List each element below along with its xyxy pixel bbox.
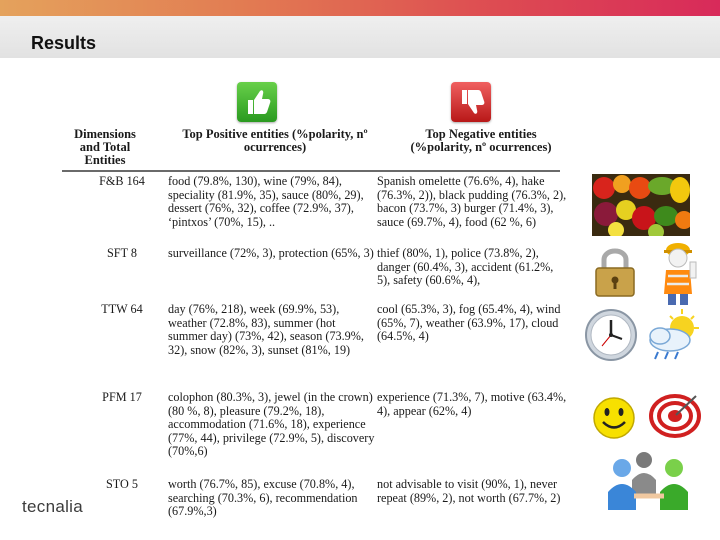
header-positive: Top Positive entities (%polarity, nº ocurrences) <box>182 127 368 154</box>
row-pfm-negative: experience (71.3%, 7), motive (63.4%, 4), appear (62%, 4) <box>377 390 567 418</box>
fruits-vegetables-icon <box>592 174 690 236</box>
row-sft-positive: surveillance (72%, 3), protection (65%, 3) <box>168 246 374 260</box>
thumbs-up-icon <box>237 82 277 122</box>
row-ttw-dimension: TTW 64 <box>101 302 143 316</box>
thumbs-down-icon <box>451 82 491 122</box>
construction-worker-icon <box>654 240 706 306</box>
header-negative: Top Negative entities (%polarity, nº ocurrences) <box>410 127 552 154</box>
row-fb-dimension: F&B 164 <box>99 174 145 188</box>
padlock-icon <box>586 244 646 300</box>
row-fb-negative: Spanish omelette (76.6%, 4), hake (76.3%, 2)), black pudding (76.3%, 2), bacon (73.7%, 3) burger (71.4%, 3), sauce (69.7%, 4), food (62 %, 6) <box>377 174 567 229</box>
header-divider <box>62 170 560 172</box>
row-sft-negative: thief (80%, 1), police (73.8%, 2), danger (60.4%, 3), accident (61.2%, 5), safety (60.6%, 4), <box>377 246 554 288</box>
row-pfm-positive: colophon (80.3%, 3), jewel (in the crown) (80 %, 8), pleasure (79.2%, 18), accommodation (71.6%, 18), experience (77%, 44), privilege (72.9%, 5), discovery (70%,6) <box>168 390 375 459</box>
slide-title: Results <box>31 33 97 53</box>
row-sto-negative: not advisable to visit (90%, 1), never repeat (89%, 2), not worth (67.7%, 2) <box>377 477 561 505</box>
top-accent-bar <box>0 0 720 16</box>
row-sft-dimension: SFT 8 <box>107 246 137 260</box>
clock-icon <box>584 308 638 362</box>
smiley-icon <box>592 396 636 440</box>
title-band <box>0 16 720 58</box>
target-icon <box>646 390 704 440</box>
row-ttw-negative: cool (65.3%, 3), fog (65.4%, 4), wind (65%, 7), weather (63.9%, 17), cloud (64.5%, 4) <box>377 302 561 344</box>
row-sto-positive: worth (76.7%, 85), excuse (70.8%, 4), searching (70.3%, 6), recommendation (67.9%,3) <box>168 477 358 519</box>
row-ttw-positive: day (76%, 218), week (69.9%, 53), weather (72.8%, 83), summer (hot summer day) (73%, 42), season (73.9%, 32), snow (82%, 3), sunset (81%, 19) <box>168 302 364 357</box>
row-fb-positive: food (79.8%, 130), wine (79%, 84), speciality (81.9%, 35), sauce (80%, 29), dessert (76%, 32), coffee (72.9%, 37), ‘pintxos’ (70%, 15), .. <box>168 174 364 229</box>
weather-icon <box>644 306 704 362</box>
header-dimensions: Dimensions and Total Entities <box>74 127 136 167</box>
people-icon <box>604 450 702 512</box>
company-logo: tecnalia <box>22 497 83 516</box>
row-sto-dimension: STO 5 <box>106 477 138 491</box>
row-pfm-dimension: PFM 17 <box>102 390 142 404</box>
